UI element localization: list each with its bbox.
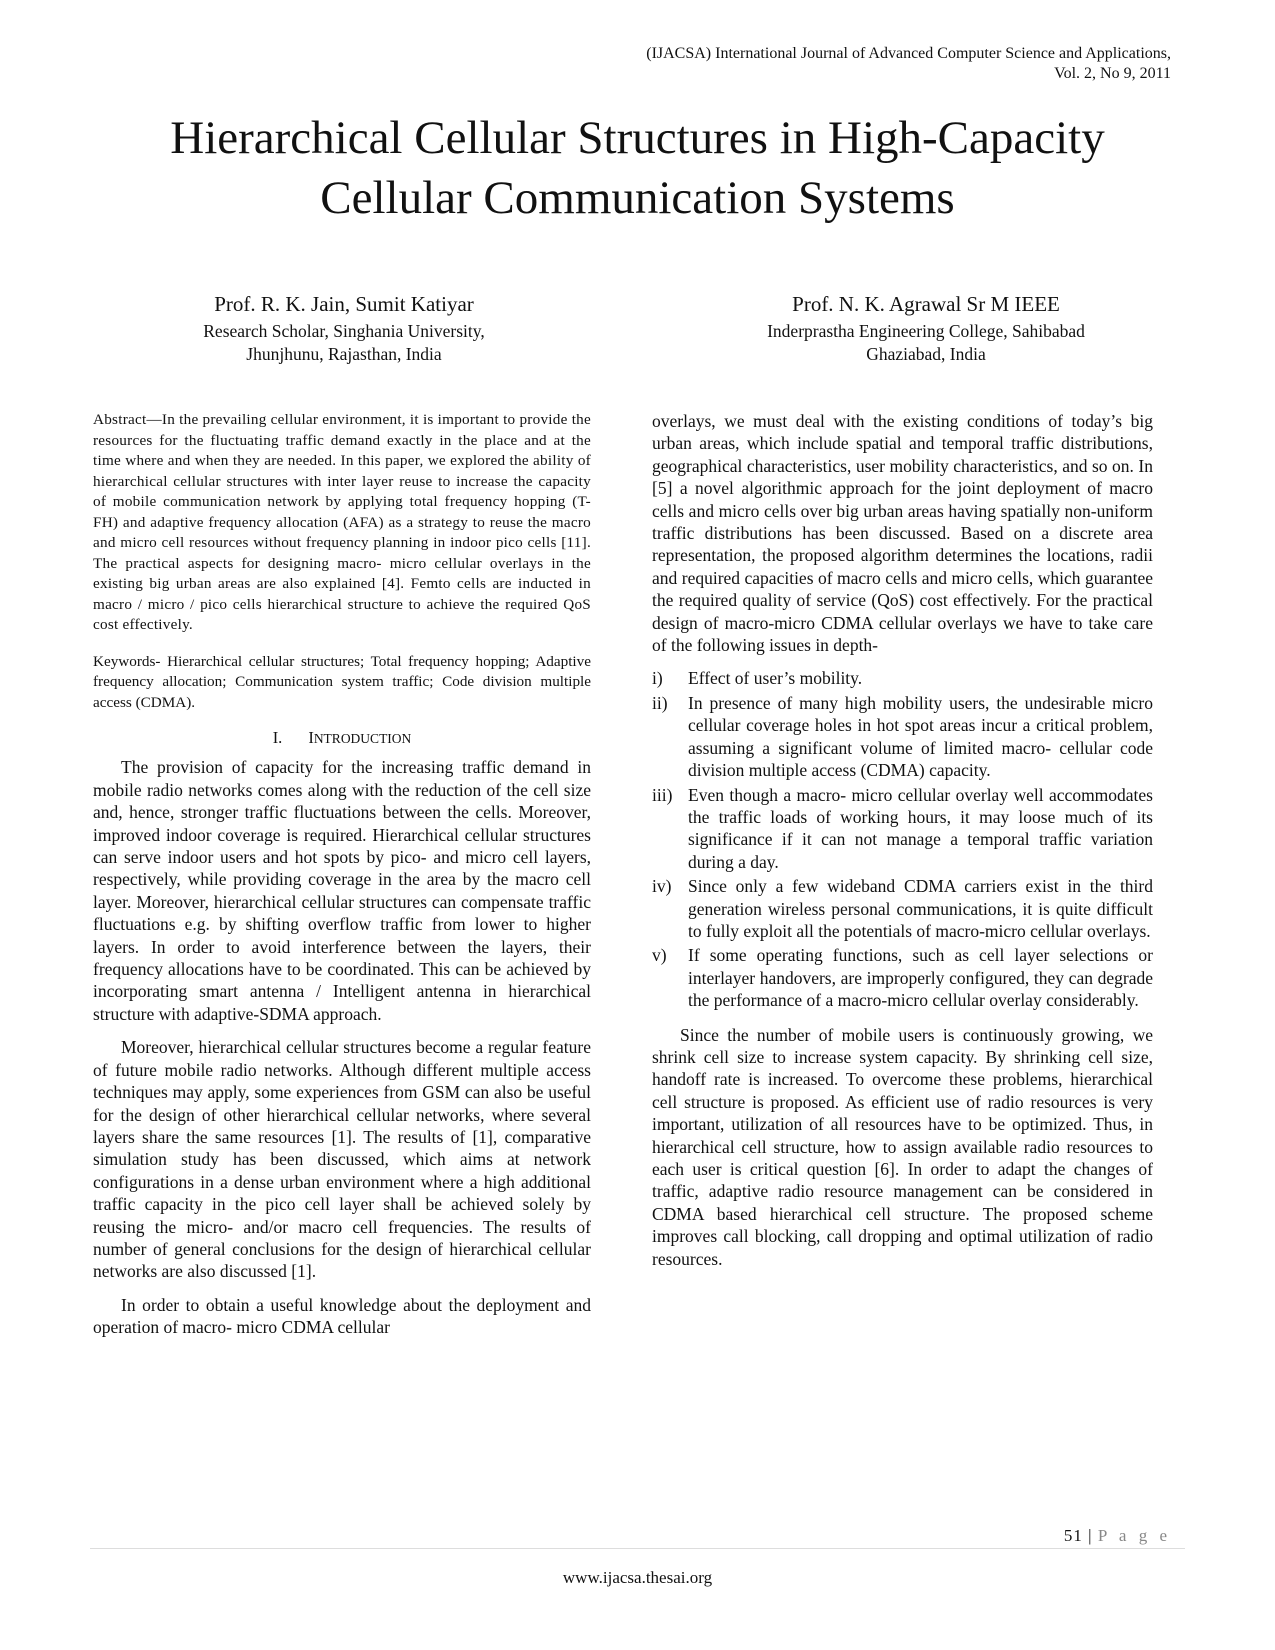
author-affiliation-1-line-1: Research Scholar, Singhania University,: [203, 321, 485, 341]
list-item-text: Effect of user’s mobility.: [688, 668, 863, 689]
title-line-2: Cellular Communication Systems: [320, 172, 955, 224]
title-line-1: Hierarchical Cellular Structures in High-Capacity: [170, 112, 1105, 164]
keywords: Keywords- Hierarchical cellular structures; Total frequency hopping; Adaptive frequency allocation; Communication system traffic; Code division multiple access (CDMA).: [93, 652, 591, 711]
page-word: P a g e: [1097, 1526, 1171, 1545]
list-item: [652, 875, 1153, 942]
list-item-text: In presence of many high mobility users, the undesirable micro cellular coverage holes in hot spot areas incur a critical problem, assuming a significant volume of limited macro- cellular code division multiple access (CDMA) capacity.: [688, 692, 1153, 781]
page-number: [1064, 1526, 1171, 1546]
list-item: [652, 944, 1153, 1011]
list-item-text: Even though a macro- micro cellular overlay well accommodates the traffic loads of working hours, it may loose much of its significance if it can not manage a temporal traffic variation during a day.: [688, 784, 1153, 872]
author-affiliation-1: [84, 320, 604, 366]
list-item-number: v): [652, 945, 667, 966]
list-item-number: iv): [652, 876, 672, 897]
list-item-text: If some operating functions, such as cell layer selections or interlayer handovers, are improperly configured, they can degrade the performance of a macro-micro cellular overlay considerably.: [688, 945, 1153, 1011]
section-title-rest: NTRODUCTION: [313, 731, 412, 746]
author-affiliation-1-line-2: Jhunjhunu, Rajasthan, India: [246, 344, 442, 364]
abstract: Abstract—In the prevailing cellular environment, it is important to provide the resources for the fluctuating traffic demand exactly in the place and at the time where and when they are needed. In this paper, we explored the ability of hierarchical cellular structures with inter layer reuse to increase the capacity of mobile communication network by applying total frequency hopping (T-FH) and adaptive frequency allocation (AFA) as a strategy to reuse the macro and micro cell resources without frequency planning in indoor pico cells [11]. The practical aspects for designing macro- micro cellular overlays in the existing big urban areas are also explained [4]. Femto cells are inducted in macro / micro / pico cells hierarchical structure to achieve the required QoS cost effectively.: [93, 411, 591, 633]
paper-title: [90, 108, 1185, 228]
section-heading-introduction: [93, 727, 591, 750]
list-item: [652, 784, 1153, 874]
footer-divider: [90, 1548, 1185, 1549]
author-block-2: [666, 290, 1186, 366]
section-title-initial: I: [308, 728, 314, 747]
author-name-1: Prof. R. K. Jain, Sumit Katiyar: [214, 292, 474, 316]
author-block-1: [84, 290, 604, 366]
list-item-text: Since only a few wideband CDMA carriers exist in the third generation wireless personal communications, it is quite difficult to fully exploit all the potentials of macro-micro cellular overlays.: [688, 876, 1153, 941]
page-number-value: 51 |: [1063, 1526, 1093, 1545]
journal-name: (IJACSA) International Journal of Advanced Computer Science and Applications,: [646, 45, 1171, 62]
author-affiliation-2-line-2: Ghaziabad, India: [866, 344, 986, 364]
section-number: I.: [272, 728, 283, 747]
journal-volume: Vol. 2, No 9, 2011: [1054, 65, 1171, 82]
author-name-2: Prof. N. K. Agrawal Sr M IEEE: [792, 292, 1060, 316]
intro-paragraph-1: The provision of capacity for the increasing traffic demand in mobile radio networks comes along with the reduction of the cell size and, hence, stronger traffic fluctuations between the cells. Moreover, improved indoor coverage is required. Hierarchical cellular structures can serve indoor users and hot spots by pico- and micro cell layers, respectively, while providing coverage in the area by the macro cell layer. Moreover, hierarchical cellular structures can compensate traffic fluctuations e.g. by shifting overflow traffic from lower to higher layers. In order to avoid interference between the layers, their frequency allocations have to be coordinated. This can be achieved by incorporating smart antenna / Intelligent antenna in hierarchical structure with adaptive-SDMA approach.: [93, 757, 591, 1024]
list-item: [652, 667, 1153, 689]
author-affiliation-2-line-1: Inderprastha Engineering College, Sahibabad: [767, 321, 1085, 341]
journal-header: [471, 44, 1171, 84]
list-item: [652, 692, 1153, 782]
left-column: [93, 410, 591, 1350]
list-item-number: ii): [652, 692, 668, 713]
author-affiliation-2: [666, 320, 1186, 366]
footer-website: www.ijacsa.thesai.org: [562, 1568, 713, 1587]
intro-paragraph-2: Moreover, hierarchical cellular structures become a regular feature of future mobile radio networks. Although different multiple access techniques may apply, some experiences from GSM can also be useful for the design of other hierarchical cellular networks, where several layers share the same resources [1]. The results of [1], comparative simulation study has been discussed, which aims at network configurations in a dense urban environment where a high additional traffic capacity in the pico cell layer shall be achieved solely by reusing the micro- and/or macro cell frequencies. The results of number of general conclusions for the design of hierarchical cellular networks are also discussed [1].: [93, 1037, 591, 1282]
list-item-number: iii): [652, 784, 673, 805]
right-column: [652, 410, 1153, 1281]
issues-list: [652, 667, 1153, 1011]
continued-paragraph: overlays, we must deal with the existing conditions of today’s big urban areas, which include spatial and temporal traffic distributions, geographical characteristics, user mobility characteristics, and so on. In [5] a novel algorithmic approach for the joint deployment of macro cells and micro cells over big urban areas having spatially non-uniform traffic distributions has been discussed. Based on a discrete area representation, the proposed algorithm determines the locations, radii and required capacities of macro cells and micro cells, which guarantee the required quality of service (QoS) cost effectively. For the practical design of macro-micro CDMA cellular overlays we have to take care of the following issues in depth-: [652, 411, 1153, 656]
list-item-number: i): [652, 668, 663, 689]
closing-paragraph: Since the number of mobile users is continuously growing, we shrink cell size to increase system capacity. By shrinking cell size, handoff rate is increased. To overcome these problems, hierarchical cell structure is proposed. As efficient use of radio resources is very important, utilization of all resources have to be optimized. Thus, in hierarchical cell structure, how to assign available radio resources to each user is critical question [6]. In order to adapt the changes of traffic, adaptive radio resource management can be considered in CDMA based hierarchical cell structure. The proposed scheme improves call blocking, call dropping and optimal utilization of radio resources.: [652, 1024, 1153, 1269]
intro-paragraph-3: In order to obtain a useful knowledge about the deployment and operation of macro- micro CDMA cellular: [93, 1294, 591, 1338]
